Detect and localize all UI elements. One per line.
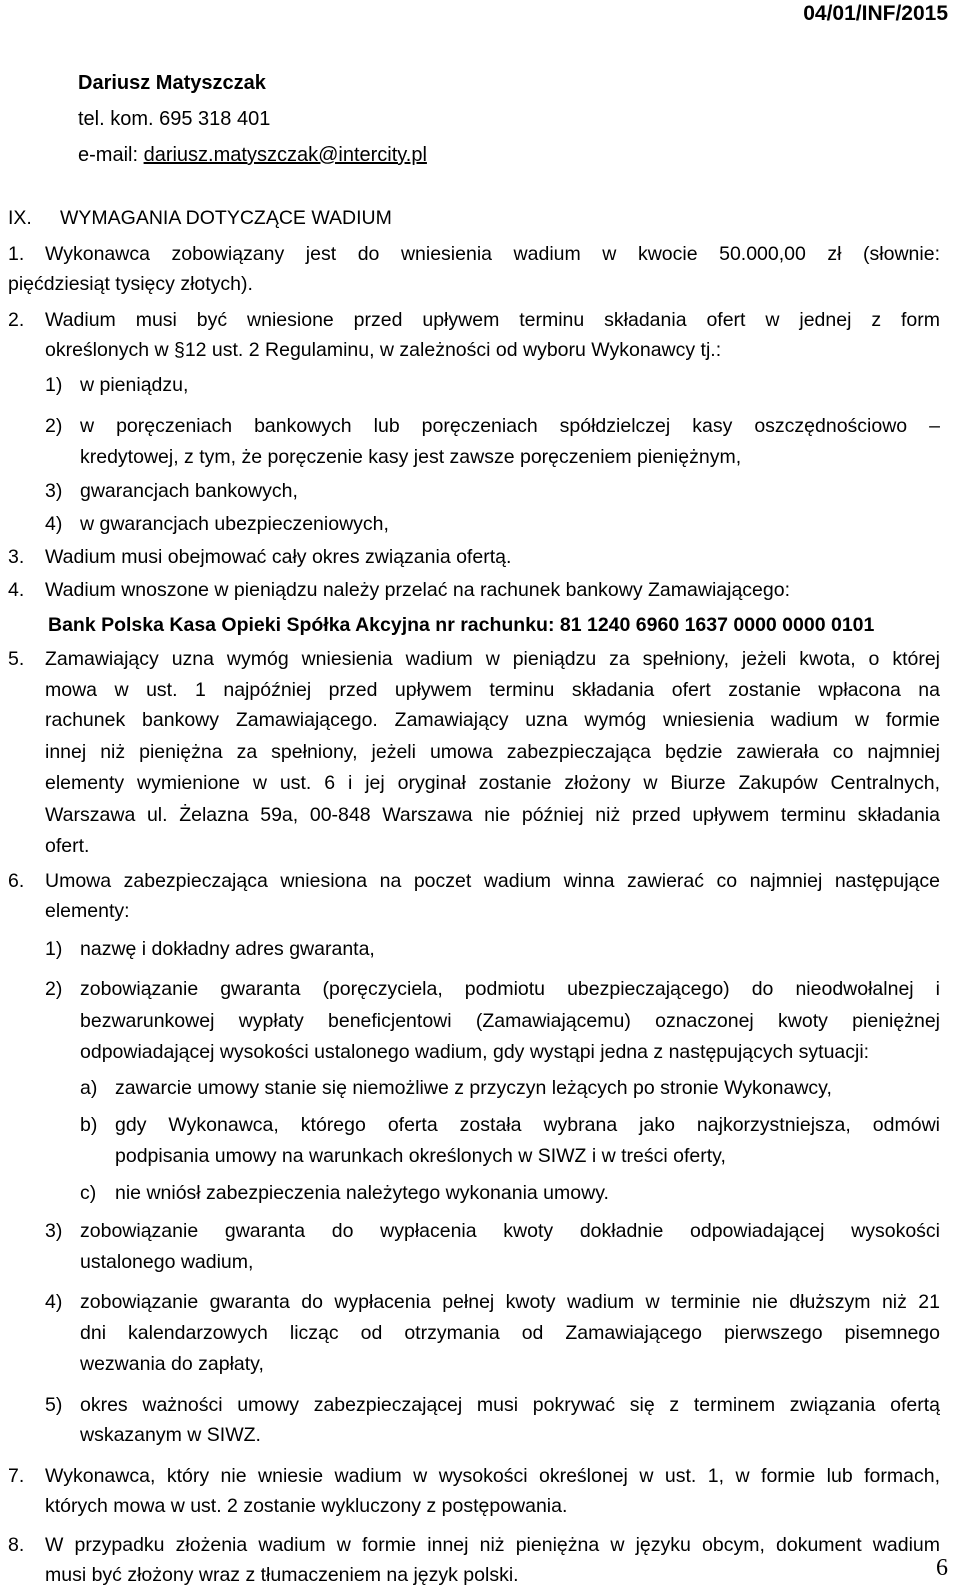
list-marker: 1. xyxy=(8,243,25,265)
body-text-line: których mowa w ust. 2 zostanie wykluczony z postępowania. xyxy=(45,1495,568,1517)
body-text-line: elementy: xyxy=(45,900,130,922)
body-text-line: gwarancjach bankowych, xyxy=(80,480,298,502)
body-text-line: wskazanym w SIWZ. xyxy=(80,1424,261,1446)
body-text-line: wezwania do zapłaty, xyxy=(80,1353,264,1375)
list-marker: 3) xyxy=(45,1220,63,1242)
body-text-line: Wadium musi obejmować cały okres związania ofertą. xyxy=(45,546,512,568)
body-text-line: zobowiązanie gwaranta do wypłacenia kwoty dokładnie odpowiadającej wysokości xyxy=(80,1220,940,1242)
list-marker: 2. xyxy=(8,309,25,331)
list-marker: 4) xyxy=(45,1291,63,1313)
bank-account-line: Bank Polska Kasa Opieki Spółka Akcyjna nr rachunku: 81 1240 6960 1637 0000 0000 0101 xyxy=(48,614,875,636)
email-link[interactable]: dariusz.matyszczak@intercity.pl xyxy=(143,144,427,166)
list-marker: 5. xyxy=(8,648,25,670)
body-text-line: gdy Wykonawca, którego oferta została wybrana jako najkorzystniejsza, odmówi xyxy=(115,1114,940,1136)
body-text-line: w pieniądzu, xyxy=(80,374,189,396)
list-marker: 2) xyxy=(45,978,63,1000)
list-marker: 1) xyxy=(45,374,63,396)
body-text-line: podpisania umowy na warunkach określonych w SIWZ i w treści oferty, xyxy=(115,1145,726,1167)
section-title: WYMAGANIA DOTYCZĄCE WADIUM xyxy=(60,207,392,229)
list-marker: 8. xyxy=(8,1534,25,1556)
body-text-line: Wadium wnoszone w pieniądzu należy przelać na rachunek bankowy Zamawiającego: xyxy=(45,579,791,601)
list-marker: c) xyxy=(80,1182,97,1204)
email-prefix: e-mail: xyxy=(78,144,144,166)
body-text-line: Zamawiający uzna wymóg wniesienia wadium w pieniądzu za spełniony, jeżeli kwota, o której xyxy=(45,648,940,670)
body-text-line: odpowiadającej wysokości ustalonego wadium, gdy wystąpi jedna z następujących sytuacji: xyxy=(80,1041,870,1063)
body-text-line: zobowiązanie gwaranta (poręczyciela, podmiotu ubezpieczającego) do nieodwołalnej i xyxy=(80,978,940,1000)
body-text-line: ofert. xyxy=(45,835,90,857)
body-text-line: pięćdziesiąt tysięcy złotych). xyxy=(8,273,253,295)
body-text-line: dni kalendarzowych licząc od otrzymania od Zamawiającego pierwszego pisemnego xyxy=(80,1322,940,1344)
body-text-line: Wykonawca, który nie wniesie wadium w wysokości określonej w ust. 1, w formie lub formach, xyxy=(45,1465,940,1487)
list-marker: 1) xyxy=(45,938,63,960)
list-marker: b) xyxy=(80,1114,98,1136)
contact-email-line xyxy=(78,144,427,167)
list-marker: 2) xyxy=(45,415,63,437)
body-text-line: Wadium musi być wniesione przed upływem terminu składania ofert w jednej z form xyxy=(45,309,940,331)
body-text-line: określonych w §12 ust. 2 Regulaminu, w zależności od wyboru Wykonawcy tj.: xyxy=(45,339,722,361)
body-text-line: kredytowej, z tym, że poręczenie kasy jest zawsze poręczeniem pieniężnym, xyxy=(80,446,742,468)
list-marker: 4) xyxy=(45,513,63,535)
list-marker: 5) xyxy=(45,1394,63,1416)
body-text-line: nie wniósł zabezpieczenia należytego wykonania umowy. xyxy=(115,1182,609,1204)
body-text-line: w poręczeniach bankowych lub poręczeniach spółdzielczej kasy oszczędnościowo – xyxy=(80,415,940,437)
body-text-line: Warszawa ul. Żelazna 59a, 00-848 Warszawa nie później niż przed upływem terminu składania xyxy=(45,804,940,826)
list-marker: a) xyxy=(80,1077,98,1099)
body-text-line: zawarcie umowy stanie się niemożliwe z przyczyn leżących po stronie Wykonawcy, xyxy=(115,1077,832,1099)
body-text-line: mowa w ust. 1 najpóźniej przed upływem terminu składania ofert zostanie wpłacona na xyxy=(45,679,940,701)
section-number: IX. xyxy=(8,207,32,229)
list-marker: 4. xyxy=(8,579,25,601)
page-number: 6 xyxy=(936,1555,948,1581)
body-text-line: innej niż pieniężna za spełniony, jeżeli umowa zabezpieczająca będzie zawierała co najmniej xyxy=(45,741,940,763)
body-text-line: zobowiązanie gwaranta do wypłacenia pełnej kwoty wadium w terminie nie dłuższym niż 21 xyxy=(80,1291,940,1313)
body-text-line: rachunek bankowy Zamawiającego. Zamawiający uzna wymóg wniesienia wadium w formie xyxy=(45,709,940,731)
list-marker: 7. xyxy=(8,1465,25,1487)
body-text-line: Umowa zabezpieczająca wniesiona na poczet wadium winna zawierać co najmniej następujące xyxy=(45,870,940,892)
list-marker: 3. xyxy=(8,546,25,568)
body-text-line: musi być złożony wraz z tłumaczeniem na język polski. xyxy=(45,1564,519,1586)
body-text-line: Wykonawca zobowiązany jest do wniesienia wadium w kwocie 50.000,00 zł (słownie: xyxy=(45,243,940,265)
contact-phone: tel. kom. 695 318 401 xyxy=(78,108,271,130)
body-text-line: nazwę i dokładny adres gwaranta, xyxy=(80,938,375,960)
contact-name: Dariusz Matyszczak xyxy=(78,72,266,94)
body-text-line: bezwarunkowej wypłaty beneficjentowi (Zamawiającemu) oznaczonej kwoty pieniężnej xyxy=(80,1010,940,1032)
body-text-line: okres ważności umowy zabezpieczającej musi pokrywać się z terminem związania ofertą xyxy=(80,1394,940,1416)
list-marker: 3) xyxy=(45,480,63,502)
body-text-line: w gwarancjach ubezpieczeniowych, xyxy=(80,513,389,535)
body-text-line: W przypadku złożenia wadium w formie innej niż pieniężna w języku obcym, dokument wadium xyxy=(45,1534,940,1556)
body-text-line: elementy wymienione w ust. 6 i jej oryginał zostanie złożony w Biurze Zakupów Centralnych, xyxy=(45,772,940,794)
list-marker: 6. xyxy=(8,870,25,892)
body-text-line: ustalonego wadium, xyxy=(80,1251,254,1273)
document-code: 04/01/INF/2015 xyxy=(803,2,948,25)
